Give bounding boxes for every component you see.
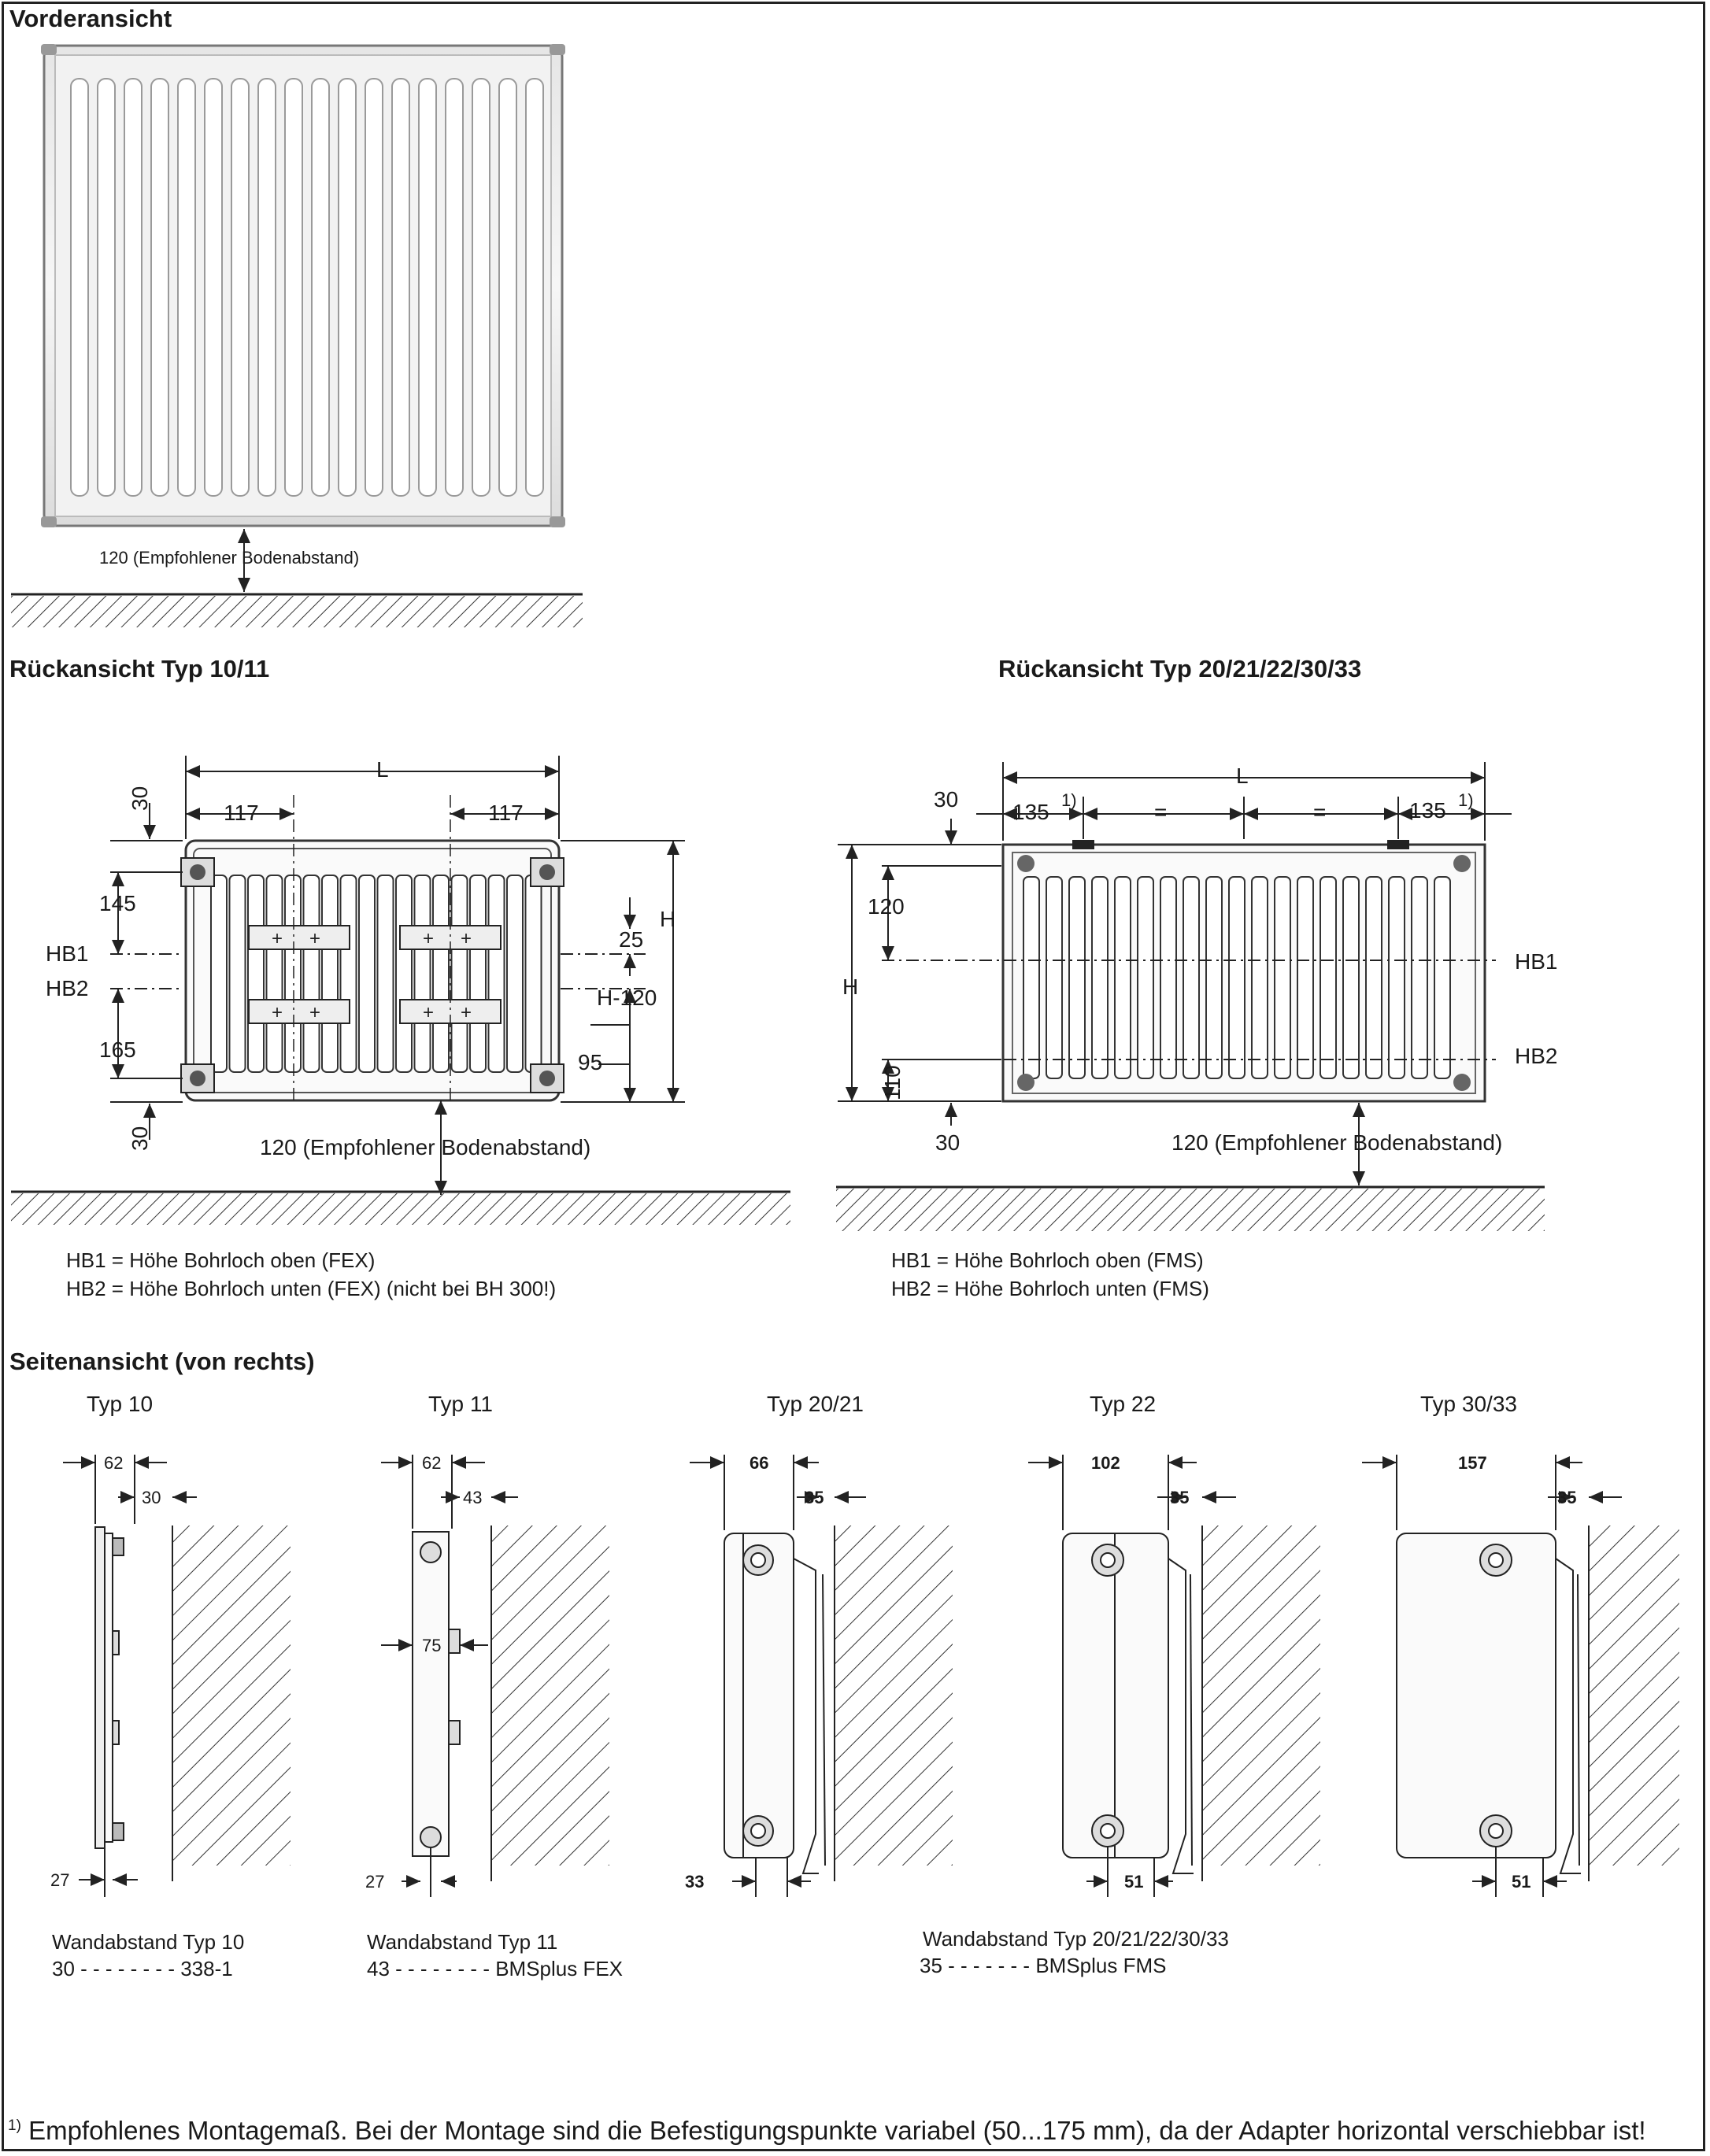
radiator-rib bbox=[322, 875, 338, 1072]
side-typ10-title: Typ 10 bbox=[87, 1392, 154, 1416]
radiator-rib bbox=[1160, 877, 1176, 1078]
radiator-rib bbox=[1412, 877, 1427, 1078]
footnote bbox=[8, 2116, 1646, 2146]
front-view-radiator bbox=[41, 44, 565, 527]
radiator-rib bbox=[341, 875, 357, 1072]
section-title-rear-view-20-33: Rückansicht Typ 20/21/22/30/33 bbox=[998, 655, 1362, 682]
radiator-rib bbox=[304, 875, 320, 1072]
side-view-typ11 bbox=[381, 1455, 609, 1897]
bracket-screw-mark: + bbox=[309, 1002, 321, 1023]
wall-distance-typ10-title: Wandabstand Typ 10 bbox=[52, 1930, 245, 1954]
radiator-rib bbox=[419, 79, 436, 496]
radiator-rib bbox=[1046, 877, 1062, 1078]
side-typ22-depth: 102 bbox=[1091, 1453, 1120, 1473]
radiator-rib bbox=[312, 79, 329, 496]
rear-a-dim-117-right: 117 bbox=[488, 801, 524, 825]
rear-a-dim-145: 145 bbox=[99, 891, 136, 915]
side-typ11-mid: 75 bbox=[422, 1636, 442, 1655]
footnote-mark: 1) bbox=[8, 2117, 21, 2134]
radiator-rib bbox=[433, 875, 449, 1072]
radiator-rib bbox=[1183, 877, 1199, 1078]
radiator-rib bbox=[178, 79, 195, 496]
rear-a-dim-165: 165 bbox=[99, 1037, 136, 1062]
radiator-rib bbox=[1275, 877, 1290, 1078]
side-view-typ10 bbox=[63, 1455, 291, 1897]
section-title-rear-view-10-11: Rückansicht Typ 10/11 bbox=[9, 655, 270, 682]
section-title-side-view: Seitenansicht (von rechts) bbox=[9, 1348, 315, 1375]
rear-a-dim-L: L bbox=[376, 757, 389, 782]
rear-b-hb1-label: HB1 bbox=[1515, 949, 1558, 974]
side-view-typ30-33 bbox=[1362, 1455, 1679, 1897]
side-typ10-gap: 30 bbox=[142, 1488, 161, 1507]
rear-a-dim-H120: H-120 bbox=[597, 986, 657, 1010]
radiator-rib bbox=[1343, 877, 1359, 1078]
radiator-rib bbox=[339, 79, 356, 496]
side-typ11-bottom: 27 bbox=[365, 1872, 385, 1892]
front-floor-clearance-label: 120 (Empfohlener Bodenabstand) bbox=[99, 548, 360, 568]
radiator-rib bbox=[1229, 877, 1245, 1078]
wall-distance-typ20-title: Wandabstand Typ 20/21/22/30/33 bbox=[923, 1927, 1229, 1951]
radiator-rib bbox=[230, 875, 246, 1072]
bracket-screw-mark: + bbox=[460, 1002, 472, 1023]
radiator-rib bbox=[211, 875, 227, 1072]
rear-view-10-11-floor bbox=[11, 1192, 790, 1225]
bracket-screw-mark: + bbox=[309, 928, 321, 949]
wall-distance-typ11-title: Wandabstand Typ 11 bbox=[367, 1930, 558, 1954]
rear-b-eq-1: = bbox=[1154, 800, 1168, 824]
wall-distance-typ10-value: 30 - - - - - - - - 338-1 bbox=[52, 1957, 233, 1980]
radiator-rib bbox=[258, 79, 276, 496]
radiator-rib bbox=[151, 79, 168, 496]
radiator-rib bbox=[98, 79, 115, 496]
rear-a-dim-95: 95 bbox=[578, 1050, 603, 1074]
bracket-screw-mark: + bbox=[271, 1002, 283, 1023]
rear-b-footnote-mark-right: 1) bbox=[1458, 790, 1474, 810]
rear-view-20-33-radiator bbox=[1003, 840, 1485, 1101]
radiator-rib bbox=[1434, 877, 1450, 1078]
radiator-rib bbox=[1069, 877, 1085, 1078]
side-typ20-21-bottom: 33 bbox=[685, 1872, 705, 1892]
rear-a-legend-hb2: HB2 = Höhe Bohrloch unten (FEX) (nicht bei BH 300!) bbox=[66, 1277, 557, 1300]
radiator-rib bbox=[359, 875, 375, 1072]
radiator-rib bbox=[499, 79, 516, 496]
rear-b-eq-2: = bbox=[1313, 800, 1327, 824]
radiator-rib bbox=[396, 875, 412, 1072]
bracket-screw-mark: + bbox=[422, 1002, 435, 1023]
rear-b-dim-30-top: 30 bbox=[934, 787, 959, 812]
side-typ20-21-depth: 66 bbox=[750, 1453, 769, 1473]
radiator-rib bbox=[378, 875, 394, 1072]
radiator-rib bbox=[1320, 877, 1336, 1078]
rear-b-hb2-label: HB2 bbox=[1515, 1044, 1558, 1068]
radiator-rib bbox=[248, 875, 264, 1072]
rear-a-dim-117-left: 117 bbox=[224, 801, 259, 825]
radiator-rib bbox=[470, 875, 486, 1072]
side-typ22-title: Typ 22 bbox=[1090, 1392, 1157, 1416]
side-typ30-33-gap: 35 bbox=[1557, 1488, 1577, 1507]
side-typ30-33-depth: 157 bbox=[1458, 1453, 1487, 1473]
radiator-rib bbox=[1206, 877, 1222, 1078]
radiator-rib bbox=[1252, 877, 1268, 1078]
rear-a-legend-hb1: HB1 = Höhe Bohrloch oben (FEX) bbox=[66, 1248, 376, 1272]
radiator-rib bbox=[285, 79, 302, 496]
rear-b-footnote-mark-left: 1) bbox=[1061, 790, 1077, 810]
side-typ30-33-title: Typ 30/33 bbox=[1420, 1392, 1517, 1416]
radiator-rib bbox=[446, 79, 463, 496]
side-typ11-title: Typ 11 bbox=[428, 1392, 493, 1416]
side-typ10-depth: 62 bbox=[104, 1453, 124, 1473]
side-typ20-21-gap: 35 bbox=[805, 1488, 824, 1507]
rear-a-dim-H: H bbox=[660, 907, 676, 931]
radiator-rib bbox=[526, 875, 542, 1072]
rear-view-10-11-radiator bbox=[181, 795, 564, 1102]
bracket-screw-mark: + bbox=[422, 928, 435, 949]
rear-a-dim-25: 25 bbox=[619, 927, 644, 952]
side-typ30-33-bottom: 51 bbox=[1512, 1872, 1531, 1892]
radiator-rib bbox=[285, 875, 301, 1072]
wall-distance-typ11-value: 43 - - - - - - - - BMSplus FEX bbox=[367, 1957, 624, 1980]
radiator-rib bbox=[415, 875, 431, 1072]
wall-distance-typ20-value: 35 - - - - - - - BMSplus FMS bbox=[920, 1954, 1167, 1977]
rear-b-legend-hb2: HB2 = Höhe Bohrloch unten (FMS) bbox=[891, 1277, 1209, 1300]
side-typ11-depth: 62 bbox=[422, 1453, 442, 1473]
radiator-rib bbox=[489, 875, 505, 1072]
rear-a-hb2-label: HB2 bbox=[46, 976, 89, 1000]
radiator-rib bbox=[452, 875, 468, 1072]
rear-b-dim-135-right: 135 bbox=[1409, 798, 1446, 823]
radiator-rib bbox=[1115, 877, 1131, 1078]
side-view-typ22 bbox=[1028, 1455, 1320, 1897]
radiator-rib bbox=[472, 79, 490, 496]
rear-b-dim-H: H bbox=[842, 974, 859, 999]
radiator-rib bbox=[124, 79, 142, 496]
radiator-rib bbox=[205, 79, 222, 496]
side-typ10-bottom: 27 bbox=[50, 1870, 70, 1890]
side-typ22-bottom: 51 bbox=[1124, 1872, 1144, 1892]
radiator-rib bbox=[1366, 877, 1382, 1078]
bracket-screw-mark: + bbox=[460, 928, 472, 949]
rear-b-dim-135-left: 135 bbox=[1012, 800, 1049, 824]
radiator-rib bbox=[392, 79, 409, 496]
radiator-rib bbox=[526, 79, 543, 496]
rear-b-dim-110: 110 bbox=[880, 1065, 905, 1100]
rear-b-dim-30-bottom: 30 bbox=[935, 1130, 960, 1155]
radiator-rib bbox=[1389, 877, 1405, 1078]
side-view-typ20-21 bbox=[690, 1455, 953, 1897]
rear-b-floor-clearance-label: 120 (Empfohlener Bodenabstand) bbox=[1171, 1130, 1503, 1155]
radiator-rib bbox=[267, 875, 283, 1072]
radiator-rib bbox=[1297, 877, 1313, 1078]
radiator-rib bbox=[365, 79, 383, 496]
radiator-rib bbox=[507, 875, 523, 1072]
rear-b-legend-hb1: HB1 = Höhe Bohrloch oben (FMS) bbox=[891, 1248, 1204, 1272]
rear-b-dim-L: L bbox=[1236, 764, 1249, 788]
section-title-front-view: Vorderansicht bbox=[9, 5, 172, 32]
side-typ11-gap: 43 bbox=[463, 1488, 483, 1507]
rear-a-floor-clearance-label: 120 (Empfohlener Bodenabstand) bbox=[260, 1135, 591, 1159]
footnote-text: Empfohlenes Montagemaß. Bei der Montage sind die Befestigungspunkte variabel (50...175 mm), da der Adapter horizontal verschiebbar ist! bbox=[28, 2116, 1646, 2145]
front-floor bbox=[11, 594, 583, 627]
rear-a-dim-30-bottom: 30 bbox=[128, 1126, 152, 1151]
rear-view-20-33-floor bbox=[836, 1187, 1545, 1231]
radiator-rib bbox=[1023, 877, 1039, 1078]
side-typ20-21-title: Typ 20/21 bbox=[767, 1392, 864, 1416]
radiator-rib bbox=[71, 79, 88, 496]
bracket-screw-mark: + bbox=[271, 928, 283, 949]
radiator-rib bbox=[1092, 877, 1108, 1078]
radiator-rib bbox=[231, 79, 249, 496]
rear-b-dim-120: 120 bbox=[868, 894, 905, 919]
rear-a-dim-30-top: 30 bbox=[128, 786, 152, 811]
radiator-rib bbox=[1138, 877, 1153, 1078]
side-typ22-gap: 35 bbox=[1170, 1488, 1190, 1507]
rear-a-hb1-label: HB1 bbox=[46, 941, 89, 966]
